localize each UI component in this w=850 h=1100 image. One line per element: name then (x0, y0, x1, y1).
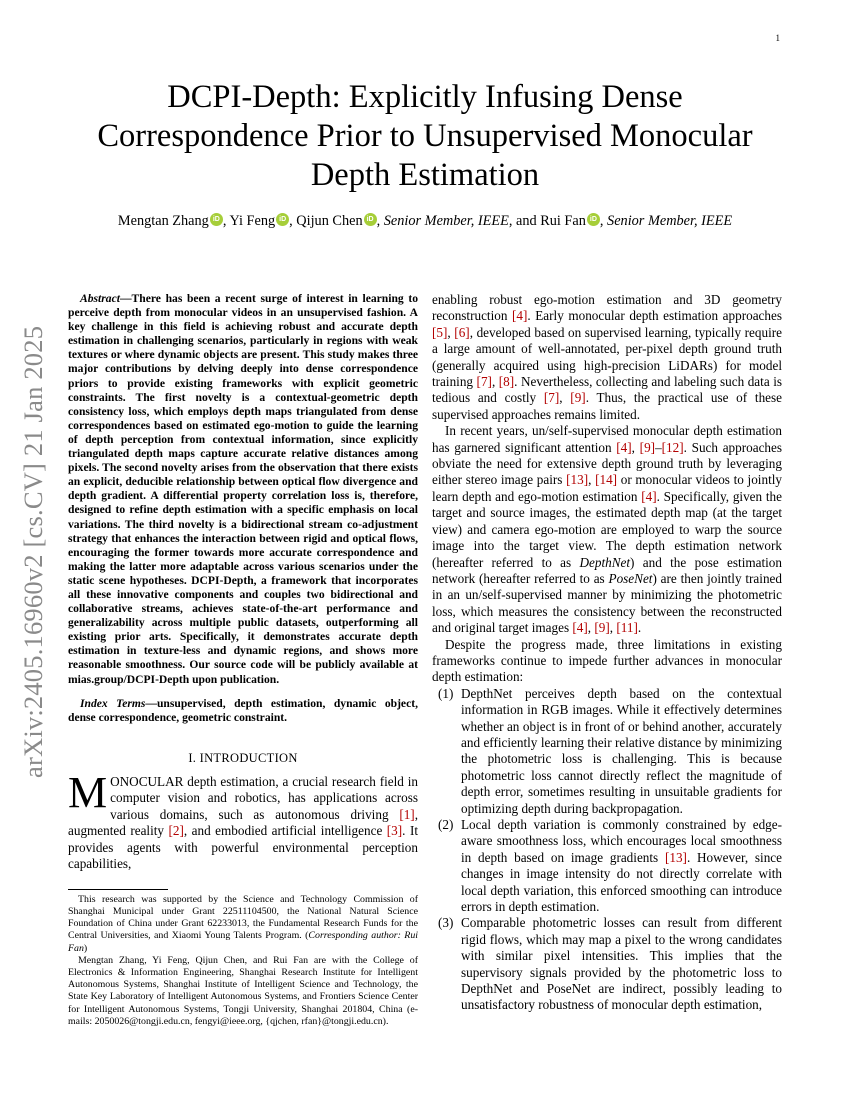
citation-link[interactable]: [5] (432, 324, 448, 340)
paper-title: DCPI-Depth: Explicitly Infusing Dense Correspondence Prior to Unsupervised Monocular Depth Estimation (97, 79, 753, 193)
list-item: (2) Local depth variation is commonly constrained by edge-aware smoothness loss, which encourages local smoothness in depth based on image gradients [13]. However, since changes in image intensity do not directly correlate with local depth variation, this enforced smoothing can introduce errors in depth estimation. (438, 817, 782, 915)
citation-link[interactable]: [4] (572, 620, 588, 636)
body-paragraph: Despite the progress made, three limitations in existing frameworks continue to impede further advances in monocular depth estimation: (432, 636, 782, 685)
author-name: Mengtan Zhang (117, 213, 209, 229)
author-name: Rui Fan (540, 213, 586, 229)
list-marker: (2) (438, 817, 454, 832)
citation-link[interactable]: [6] (454, 324, 470, 340)
author-affiliation: Senior Member, IEEE (607, 213, 733, 229)
left-column (68, 292, 418, 1028)
orcid-icon[interactable]: iD (364, 213, 377, 226)
footnote-funding: This research was supported by the Science and Technology Commission of Shanghai Municipal under Grant 22511104500, the National Natural Science Foundation of China under Grant 62233013, the Fundamental Research Funds for the Central Universities, and Xiaomi Young Talents Program. (Corresponding author: Rui Fan) (68, 893, 418, 954)
list-marker: (1) (438, 685, 454, 701)
citation-link[interactable]: [3] (386, 823, 403, 839)
citation-link[interactable]: [9] (570, 390, 586, 406)
orcid-icon[interactable]: iD (210, 213, 223, 226)
citation-link[interactable]: [11] (616, 620, 638, 636)
body-paragraph: enabling robust ego-motion estimation and 3D geometry reconstruction [4]. Early monocular depth estimation approaches [5], [6], developed based on supervised learning, typically require a large amount of well-annotated, per-pixel depth ground truth (generally acquired using high-precision LiDARs) for model training [7], [8]. Nevertheless, collecting and labeling such data is tedious and costly [7], [9]. Thus, the practical use of these supervised approaches remains limited. (432, 292, 783, 422)
arxiv-identifier[interactable]: arXiv:2405.16960v2 [cs.CV] 21 Jan 2025 (18, 325, 48, 778)
footnote-affiliations: Mengtan Zhang, Yi Feng, Qijun Chen, and Rui Fan are with the College of Electronics & Information Engineering, Shanghai Research Institute for Intelligent Autonomous Systems, Shanghai Institute of Intelligent Science and Technology, the State Key Laboratory of Intelligent Autonomous Systems, and Frontiers Science Center for Intelligent Autonomous Systems, Tongji University, Shanghai 201804, China (e-mails: 2050026@tongji.edu.cn, fengyi@ieee.org, {qjchen, rfan}@tongji.edu.cn). (68, 954, 418, 1027)
index-terms-text: —unsupervised, depth estimation, dynamic object, dense correspondence, geometric constraint. (68, 696, 418, 724)
list-item: (3) Comparable photometric losses can result from different rigid flows, which may map a pixel to the wrong candidates with similar pixel intensities. This implies that the supervisory signals provided by the photometric loss to DepthNet and PoseNet are indirect, possibly leading to unsatisfactory robustness of monocular depth estimation, (438, 915, 782, 1013)
index-terms-label: Index Terms (80, 696, 146, 710)
author-line: Mengtan Zhang iD , Yi Feng iD , Qijun Chen iD , Senior Member, IEEE, and Rui Fan iD , Senior Member, IEEE (117, 213, 733, 229)
citation-link[interactable]: [4] (512, 308, 528, 324)
orcid-icon[interactable]: iD (276, 213, 289, 226)
citation-link[interactable]: [4] (616, 439, 632, 455)
body-paragraph: In recent years, un/self-supervised monocular depth estimation has garnered significant attention [4], [9]–[12]. Such approaches obviate the need for extensive depth ground truth by leveraging either stereo image pairs [13], [14] or monocular videos to jointly learn depth and ego-motion estimation [4]. Specifically, given the target and source images, the estimated depth map (at the target view) and camera ego-motion are employed to warp the source image into the target view. The depth estimation network (hereafter referred to as DepthNet) and the pose estimation network (hereafter referred to as PoseNet) are then jointly trained in an un/self-supervised manner by minimizing the photometric loss, which measures the consistency between the reconstructed and original target images [4], [9], [11]. (432, 423, 783, 636)
author-name: Yi Feng (229, 213, 276, 229)
orcid-icon[interactable]: iD (587, 213, 600, 226)
citation-link[interactable]: [9] (594, 620, 610, 636)
right-column (432, 292, 782, 1014)
citation-link[interactable]: [14] (595, 472, 618, 488)
abstract-text: —There has been a recent surge of interest in learning to perceive depth from monocular videos in an unsupervised fashion. A key challenge in this field is achieving robust and accurate depth estimation in challenging scenarios, particularly in regions with weak textures or where dynamic objects are present. This study makes three major contributions by delving deeply into dense correspondence priors to provide existing frameworks with explicit geometric constraints. The first novelty is a contextual-geometric depth consistency loss, which employs depth maps triangulated from dense correspondences based on estimated ego-motion to guide the learning of depth perception from contextual information, since explicitly triangulated depth maps capture accurate relative distances among pixels. The second novelty arises from the observation that there exists an explicit, deducible relationship between optical flow divergence and depth gradient. A differential property correlation loss is, therefore, designed to refine depth estimation with a specific emphasis on local variations. The third novelty is a bidirectional stream co-adjustment strategy that enhances the interaction between rigid and optical flows, encouraging the former towards more accurate correspondence and making the latter more adaptable across various scenarios under the static scene hypotheses. DCPI-Depth, a framework that incorporates all these innovative components and couples two bidirectional and collaborative streams, achieves state-of-the-art performance and generalizability across multiple public datasets, outperforming all existing prior arts. Specifically, it demonstrates accurate depth estimation in texture-less and dynamic regions, and shows more reasonable smoothness. Our source code will be publicly available at mias.group/DCPI-Depth upon publication. (68, 292, 418, 686)
list-marker: (3) (438, 915, 454, 931)
section-heading-introduction: I. INTRODUCTION (188, 750, 298, 765)
citation-link[interactable]: [8] (498, 374, 515, 390)
author-affiliation: Senior Member, IEEE (383, 213, 509, 229)
page-number: 1 (775, 33, 780, 43)
citation-link[interactable]: [2] (168, 823, 184, 839)
citation-link[interactable]: [13] (664, 849, 687, 865)
list-item: (1) DepthNet perceives depth based on the contextual information in RGB images. While it effectively determines whether an object is in front of or behind another, accurately and efficiently learning their relative distance by minimizing the photometric loss is challenging. This is because photometric loss cannot directly reflect the magnitude of depth error, sometimes resulting in unsuitable gradients for optimizing depth during backpropagation. (438, 685, 782, 816)
citation-link[interactable]: [4] (641, 488, 657, 504)
citation-link[interactable]: [13] (566, 472, 589, 488)
citation-link[interactable]: [7] (476, 374, 492, 390)
author-name: Qijun Chen (296, 213, 363, 229)
intro-paragraph: MONOCULAR depth estimation, a crucial research field in computer vision and robotics, has applications across various domains, such as autonomous driving [1], augmented reality [2], and embodied artificial intelligence [3]. It provides agents with powerful environmental perception capabilities, (68, 767, 418, 872)
citation-link[interactable]: [9] (639, 439, 656, 455)
abstract-label: Abstract (80, 292, 120, 305)
limitations-list (432, 686, 782, 1014)
footnote-divider (68, 889, 168, 890)
citation-link[interactable]: [7] (543, 390, 560, 406)
index-terms (68, 697, 418, 725)
abstract (68, 292, 418, 687)
drop-cap: M (68, 767, 108, 817)
citation-link[interactable]: [12] (661, 439, 684, 455)
citation-link[interactable]: [1] (399, 806, 415, 822)
